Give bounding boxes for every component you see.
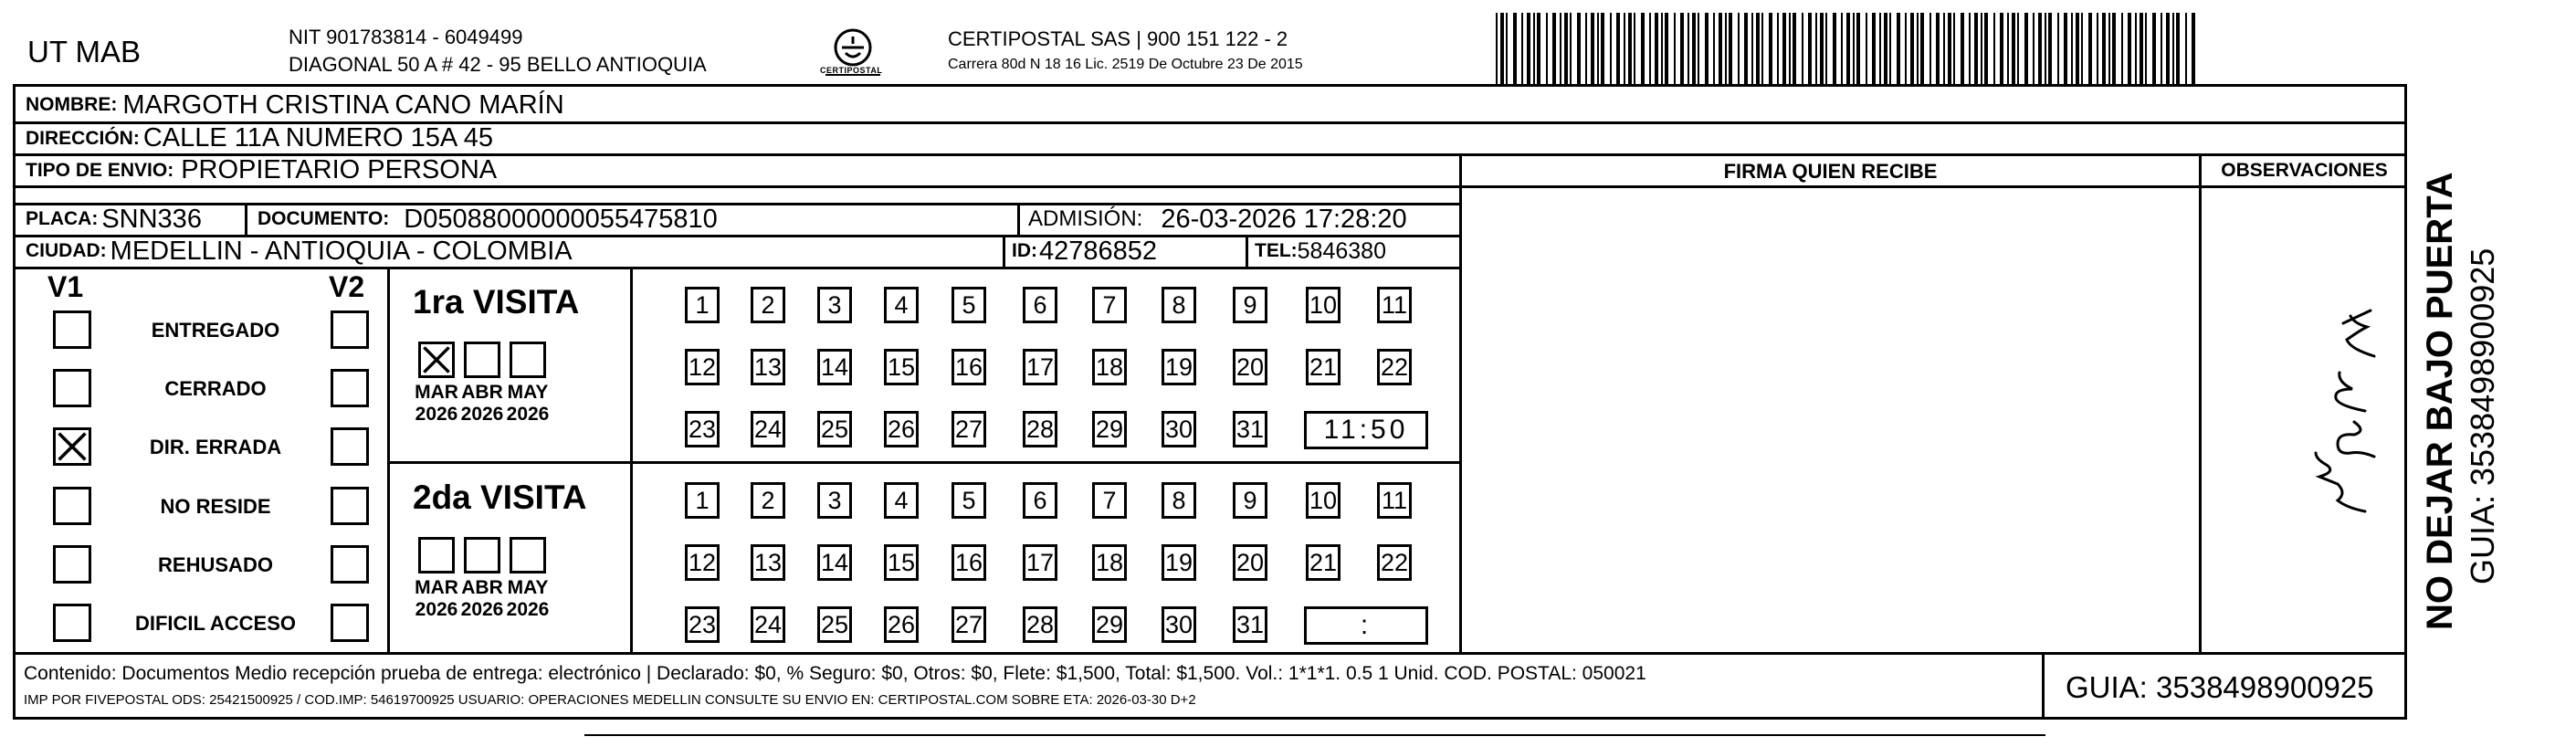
- barcode-bar: [1521, 13, 1523, 86]
- day-box[interactable]: 12: [685, 544, 720, 581]
- city-cell: [26, 236, 573, 267]
- side-guide: GUIA: 3538498900925: [2464, 247, 2501, 584]
- day-box[interactable]: 4: [884, 287, 919, 323]
- day-box[interactable]: 8: [1162, 287, 1196, 323]
- day-box[interactable]: 1: [685, 482, 720, 519]
- barcode-bar: [1744, 13, 1748, 86]
- day-box[interactable]: 12: [685, 349, 720, 385]
- barcode-bar: [2045, 13, 2046, 86]
- day-box[interactable]: 30: [1162, 606, 1196, 643]
- visit-title: 2da VISITA: [413, 479, 587, 516]
- barcode-bar: [1680, 13, 1684, 86]
- footer-imp: IMP POR FIVEPOSTAL ODS: 25421500925 / COD.IMP: 54619700925 USUARIO: OPERACIONES MEDELLIN CONSULTE SU ENVIO EN: CERTIPOSTAL.COM SOBRE ETA: 2026-03-30 D+2: [24, 692, 1196, 708]
- barcode-bar: [1674, 13, 1676, 86]
- barcode-bar: [1761, 13, 1763, 86]
- plate-value: SNN336: [101, 204, 202, 234]
- barcode-bar: [1961, 13, 1964, 86]
- shipment-row: [26, 155, 497, 185]
- barcode-bar: [2000, 13, 2003, 86]
- barcode-bar: [1705, 13, 1709, 86]
- day-box[interactable]: 19: [1162, 349, 1196, 385]
- day-box[interactable]: 17: [1023, 544, 1057, 581]
- day-box[interactable]: 14: [817, 349, 852, 385]
- barcode-bar: [2152, 13, 2156, 86]
- barcode-bar: [1782, 13, 1786, 86]
- id-value: 42786852: [1039, 236, 1158, 266]
- barcode-bar: [1974, 13, 1978, 86]
- footer-contents: Contenido: Documentos Medio recepción prueba de entrega: electrónico | Declarado: $0, % Seguro: $0, Otros: $0, Flete: $1,500, Total: $1,500. Vol.: 1*1*1. 0.5 1 Unid. COD. POSTAL: 050021: [24, 663, 1646, 684]
- v2-checkbox[interactable]: [331, 487, 369, 525]
- day-box[interactable]: 25: [817, 606, 852, 643]
- v2-checkbox[interactable]: [331, 310, 369, 349]
- month-label: MAR: [415, 577, 458, 598]
- barcode-bar: [1513, 13, 1517, 86]
- barcode-bar: [2161, 13, 2162, 86]
- barcode-bar: [2128, 13, 2131, 86]
- barcode-bar: [1713, 13, 1715, 86]
- tel-value: 5846380: [1297, 237, 1386, 264]
- barcode-bar: [1793, 13, 1796, 86]
- day-box[interactable]: 2: [751, 482, 785, 519]
- day-box[interactable]: 20: [1233, 544, 1267, 581]
- barcode-bar: [1560, 13, 1561, 86]
- day-box[interactable]: 9: [1233, 287, 1267, 323]
- v2-checkbox[interactable]: [331, 369, 369, 407]
- tel-cell: [1255, 236, 1386, 267]
- barcode-bar: [1993, 13, 1995, 86]
- barcode-bar: [2145, 13, 2147, 86]
- barcode-bar: [1769, 13, 1772, 86]
- day-box[interactable]: 7: [1092, 482, 1127, 519]
- barcode-bar: [1789, 13, 1791, 86]
- barcode-bar: [1905, 13, 1907, 86]
- barcode-bar: [1655, 13, 1658, 86]
- barcode-bar: [1841, 13, 1843, 86]
- barcode-bar: [1496, 13, 1498, 86]
- name-row: [26, 89, 564, 121]
- day-box[interactable]: 3: [817, 287, 852, 323]
- day-box[interactable]: 5: [952, 482, 986, 519]
- barcode-bar: [1825, 13, 1827, 86]
- v1-checkbox[interactable]: [53, 310, 91, 349]
- barcode-bar: [1725, 13, 1727, 86]
- day-box[interactable]: 11: [1377, 482, 1412, 519]
- document-label: DOCUMENTO:: [258, 208, 390, 229]
- barcode-bar: [2097, 13, 2098, 86]
- barcode-bar: [2017, 13, 2019, 86]
- document-cell: [258, 204, 718, 235]
- day-box[interactable]: 27: [952, 606, 986, 643]
- day-box[interactable]: 28: [1023, 606, 1057, 643]
- day-box[interactable]: 21: [1306, 544, 1341, 581]
- barcode-bar: [2108, 13, 2110, 86]
- barcode-bar: [1641, 13, 1645, 86]
- day-box[interactable]: 7: [1092, 287, 1127, 323]
- barcode-bar: [2064, 13, 2067, 86]
- barcode-bar: [1665, 13, 1668, 86]
- barcode-bar: [1846, 13, 1850, 86]
- day-box[interactable]: 10: [1306, 482, 1341, 519]
- barcode-bar: [1738, 13, 1740, 86]
- barcode-bar: [1506, 13, 1508, 86]
- barcode-bar: [1856, 13, 1860, 86]
- barcode-bar: [1527, 13, 1530, 86]
- barcode-bar: [2135, 13, 2137, 86]
- barcode-bar: [1751, 13, 1753, 86]
- day-box[interactable]: 22: [1377, 349, 1412, 385]
- document-value: D05088000000055475810: [404, 204, 718, 234]
- barcode-bar: [1981, 13, 1982, 86]
- day-box[interactable]: 26: [884, 606, 919, 643]
- id-cell: [1012, 236, 1157, 267]
- company-name: UT MAB: [27, 35, 142, 68]
- barcode-bar: [1815, 13, 1817, 86]
- day-box[interactable]: 18: [1092, 544, 1127, 581]
- v1-checkbox[interactable]: [53, 604, 91, 642]
- day-box[interactable]: 10: [1306, 287, 1341, 323]
- barcode-bar: [1897, 13, 1900, 86]
- barcode-bar: [1920, 13, 1924, 86]
- barcode-bar: [2172, 13, 2174, 86]
- day-box[interactable]: 11: [1377, 287, 1412, 323]
- barcode-bar: [2185, 13, 2187, 86]
- barcode-bar: [1500, 13, 1504, 86]
- barcode-bar: [1564, 13, 1568, 86]
- address-label: DIRECCIÓN:: [26, 127, 140, 149]
- v2-checkbox[interactable]: [331, 427, 369, 466]
- day-box[interactable]: 8: [1162, 482, 1196, 519]
- barcode-bar: [2057, 13, 2059, 86]
- day-box[interactable]: 4: [884, 482, 919, 519]
- barcode-bar: [1719, 13, 1722, 86]
- v1-checkbox[interactable]: [53, 545, 91, 584]
- day-box[interactable]: 16: [952, 349, 986, 385]
- barcode-bar: [1929, 13, 1931, 86]
- barcode-bar: [1943, 13, 1945, 86]
- barcode-bar: [2007, 13, 2009, 86]
- barcode-bar: [1537, 13, 1540, 86]
- day-box[interactable]: 13: [751, 544, 785, 581]
- barcode-bar: [1889, 13, 1891, 86]
- barcode-bar: [1649, 13, 1651, 86]
- status-option-label: ENTREGADO: [151, 319, 280, 342]
- barcode: [1496, 13, 2203, 86]
- name-label: NOMBRE:: [26, 94, 118, 115]
- barcode-bar: [2088, 13, 2092, 86]
- barcode-bar: [1833, 13, 1836, 86]
- day-box[interactable]: 24: [751, 606, 785, 643]
- shipment-type: PROPIETARIO PERSONA: [181, 155, 498, 184]
- certipostal-logo: [816, 26, 889, 86]
- courier-license: Carrera 80d N 18 16 Lic. 2519 De Octubre 23 De 2015: [948, 57, 1303, 72]
- day-box[interactable]: 23: [685, 606, 720, 643]
- admission-value: 26-03-2026 17:28:20: [1161, 204, 1407, 234]
- barcode-bar: [1624, 13, 1625, 86]
- month-checkbox[interactable]: [464, 537, 500, 573]
- barcode-bar: [1820, 13, 1824, 86]
- courier-name: CERTIPOSTAL SAS | 900 151 122 - 2: [948, 27, 1288, 50]
- time-box[interactable]: 11:50: [1304, 411, 1428, 449]
- barcode-bar: [2121, 13, 2123, 86]
- barcode-bar: [1756, 13, 1760, 86]
- day-box[interactable]: 9: [1233, 482, 1267, 519]
- status-option-label: DIFICIL ACCESO: [134, 612, 296, 635]
- day-box[interactable]: 5: [952, 287, 986, 323]
- year-label: 2026: [415, 599, 458, 620]
- barcode-bar: [2038, 13, 2042, 86]
- barcode-bar: [1552, 13, 1556, 86]
- day-box[interactable]: 20: [1233, 349, 1267, 385]
- barcode-bar: [1628, 13, 1632, 86]
- month-checkbox[interactable]: [464, 342, 500, 378]
- day-box[interactable]: 26: [884, 411, 919, 447]
- day-box[interactable]: 3: [817, 482, 852, 519]
- day-box[interactable]: 22: [1377, 544, 1412, 581]
- bottom-scan-line: [584, 734, 2045, 736]
- barcode-bar: [2048, 13, 2052, 86]
- barcode-bar: [1884, 13, 1887, 86]
- barcode-bar: [2176, 13, 2180, 86]
- barcode-bar: [2012, 13, 2015, 86]
- year-label: 2026: [460, 404, 504, 425]
- barcode-bar: [2081, 13, 2083, 86]
- year-label: 2026: [415, 404, 458, 425]
- time-box[interactable]: :: [1304, 606, 1428, 645]
- v2-checkbox[interactable]: [331, 604, 369, 642]
- day-box[interactable]: 6: [1023, 287, 1057, 323]
- day-box[interactable]: 28: [1023, 411, 1057, 447]
- year-label: 2026: [506, 599, 550, 620]
- barcode-bar: [1688, 13, 1689, 86]
- barcode-bar: [1936, 13, 1940, 86]
- month-checkbox[interactable]: [418, 537, 455, 573]
- day-box[interactable]: 27: [952, 411, 986, 447]
- year-label: 2026: [460, 599, 504, 620]
- month-label: ABR: [461, 382, 503, 403]
- day-box[interactable]: 29: [1092, 606, 1127, 643]
- v1-label: V1: [47, 270, 84, 303]
- barcode-bar: [1698, 13, 1699, 86]
- barcode-bar: [1634, 13, 1635, 86]
- barcode-bar: [1577, 13, 1581, 86]
- barcode-bar: [1585, 13, 1587, 86]
- barcode-bar: [1616, 13, 1620, 86]
- sender-address: DIAGONAL 50 A # 42 - 95 BELLO ANTIOQUIA: [289, 53, 707, 76]
- v1-checkbox[interactable]: [53, 427, 91, 466]
- status-option-label: CERRADO: [164, 377, 267, 400]
- observations-handwriting: [2283, 274, 2402, 530]
- day-box[interactable]: 14: [817, 544, 852, 581]
- barcode-bar: [2102, 13, 2106, 86]
- day-box[interactable]: 15: [884, 544, 919, 581]
- shipment-label: TIPO DE ENVIO:: [26, 159, 174, 181]
- barcode-bar: [2076, 13, 2079, 86]
- sender-nit: NIT 901783814 - 6049499: [289, 26, 523, 48]
- status-option-label: DIR. ERRADA: [149, 436, 282, 458]
- barcode-bar: [1729, 13, 1732, 86]
- barcode-bar: [2033, 13, 2035, 86]
- barcode-bar: [1546, 13, 1548, 86]
- month-label: MAR: [415, 382, 458, 403]
- day-box[interactable]: 30: [1162, 411, 1196, 447]
- day-box[interactable]: 31: [1233, 606, 1267, 643]
- day-box[interactable]: 24: [751, 411, 785, 447]
- footer-guide: GUIA: 3538498900925: [2066, 670, 2374, 704]
- barcode-bar: [1570, 13, 1572, 86]
- day-box[interactable]: 31: [1233, 411, 1267, 447]
- side-warning: NO DEJAR BAJO PUERTA: [2420, 172, 2460, 630]
- month-checkbox[interactable]: [510, 537, 546, 573]
- month-checkbox[interactable]: [510, 342, 546, 378]
- city-label: CIUDAD:: [26, 240, 107, 261]
- day-box[interactable]: 1: [685, 287, 720, 323]
- day-box[interactable]: 21: [1306, 349, 1341, 385]
- status-option-label: NO RESIDE: [160, 495, 271, 518]
- day-box[interactable]: 2: [751, 287, 785, 323]
- day-box[interactable]: 19: [1162, 544, 1196, 581]
- recipient-address: CALLE 11A NUMERO 15A 45: [142, 123, 493, 153]
- day-box[interactable]: 17: [1023, 349, 1057, 385]
- barcode-bar: [1777, 13, 1779, 86]
- barcode-bar: [1910, 13, 1914, 86]
- barcode-bar: [1533, 13, 1535, 86]
- barcode-bar: [2166, 13, 2170, 86]
- id-label: ID:: [1012, 240, 1037, 261]
- day-box[interactable]: 25: [817, 411, 852, 447]
- barcode-bar: [1879, 13, 1881, 86]
- barcode-bar: [1808, 13, 1812, 86]
- admission-cell: [1028, 204, 1407, 235]
- barcode-bar: [1661, 13, 1663, 86]
- barcode-bar: [1984, 13, 1988, 86]
- barcode-bar: [1969, 13, 1971, 86]
- year-label: 2026: [506, 404, 550, 425]
- barcode-bar: [2024, 13, 2028, 86]
- barcode-bar: [2112, 13, 2116, 86]
- v2-checkbox[interactable]: [331, 545, 369, 584]
- day-box[interactable]: 16: [952, 544, 986, 581]
- signature-area[interactable]: [1462, 188, 2199, 652]
- recipient-name: MARGOTH CRISTINA CANO MARÍN: [122, 89, 564, 120]
- barcode-bar: [1948, 13, 1951, 86]
- barcode-bar: [1866, 13, 1867, 86]
- barcode-bar: [1853, 13, 1855, 86]
- barcode-bar: [2192, 13, 2195, 86]
- barcode-bar: [1591, 13, 1594, 86]
- v1-checkbox[interactable]: [53, 369, 91, 407]
- logo-text: CERTIPOSTAL: [820, 66, 883, 75]
- barcode-bar: [1601, 13, 1604, 86]
- barcode-bar: [1597, 13, 1599, 86]
- address-row: [26, 123, 493, 153]
- plate-label: PLACA:: [26, 208, 99, 229]
- day-box[interactable]: 15: [884, 349, 919, 385]
- day-box[interactable]: 29: [1092, 411, 1127, 447]
- day-box[interactable]: 13: [751, 349, 785, 385]
- city-value: MEDELLIN - ANTIOQUIA - COLOMBIA: [110, 236, 573, 266]
- barcode-bar: [1692, 13, 1696, 86]
- v1-checkbox[interactable]: [53, 487, 91, 525]
- barcode-bar: [2140, 13, 2143, 86]
- barcode-bar: [1917, 13, 1919, 86]
- month-label: MAY: [507, 577, 549, 598]
- month-label: MAY: [507, 382, 549, 403]
- barcode-bar: [1610, 13, 1612, 86]
- month-label: ABR: [461, 577, 503, 598]
- observations-label: OBSERVACIONES: [2221, 160, 2388, 181]
- v2-label: V2: [329, 270, 365, 303]
- signature-label: FIRMA QUIEN RECIBE: [1723, 160, 1938, 183]
- day-box[interactable]: 18: [1092, 349, 1127, 385]
- barcode-bar: [2071, 13, 2073, 86]
- day-box[interactable]: 23: [685, 411, 720, 447]
- day-box[interactable]: 6: [1023, 482, 1057, 519]
- barcode-bar: [1872, 13, 1876, 86]
- admission-label: ADMISIÓN:: [1028, 206, 1143, 231]
- barcode-bar: [1953, 13, 1955, 86]
- month-checkbox[interactable]: [418, 342, 455, 378]
- tel-label: TEL:: [1255, 240, 1298, 261]
- status-option-label: REHUSADO: [158, 553, 273, 576]
- barcode-bar: [1802, 13, 1803, 86]
- plate-cell: [26, 204, 202, 235]
- visit-title: 1ra VISITA: [413, 283, 580, 321]
